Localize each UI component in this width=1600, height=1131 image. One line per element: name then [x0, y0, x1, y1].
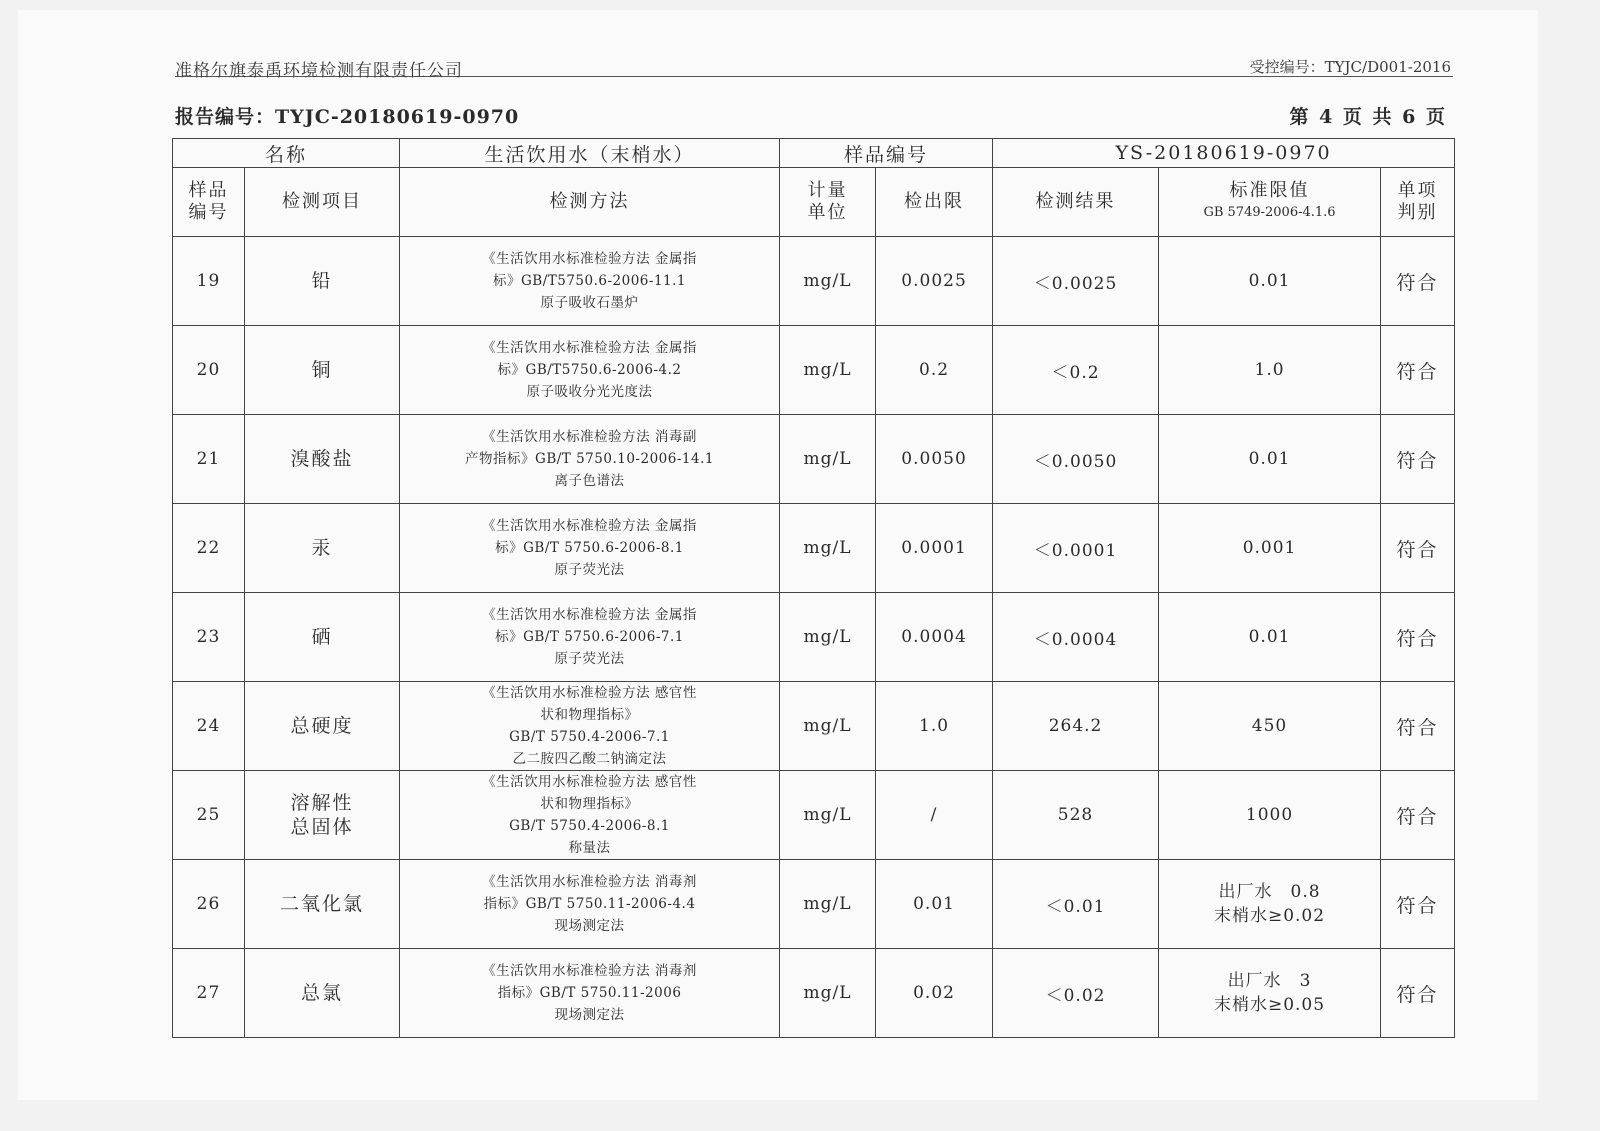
standard-line: 0.001: [1242, 538, 1297, 558]
method-line: 产物指标》GB/T 5750.10-2006-14.1: [465, 451, 714, 467]
item-line: 溶解性: [290, 792, 354, 814]
row-result: 528: [993, 771, 1159, 860]
row-method: [400, 682, 780, 771]
name-value: 生活饮用水（末梢水）: [400, 139, 780, 168]
table-row: [173, 682, 1455, 771]
method-line: GB/T 5750.4-2006-7.1: [509, 729, 670, 745]
col-standard-label: 标准限值: [1229, 180, 1310, 201]
row-detection-limit: 0.0001: [876, 504, 993, 593]
row-result: ＜0.0050: [993, 415, 1159, 504]
col-unit: 计量单位: [780, 168, 876, 237]
standard-line: 450: [1251, 716, 1288, 736]
method-line: 《生活饮用水标准检验方法 金属指: [482, 340, 697, 356]
row-sample-no: 21: [173, 415, 245, 504]
table-row: [173, 771, 1455, 860]
col-result: 检测结果: [993, 168, 1159, 237]
row-sample-no: 23: [173, 593, 245, 682]
row-judgement: 符合: [1381, 771, 1455, 860]
standard-line: 0.01: [1248, 449, 1291, 469]
row-item: 汞: [245, 504, 400, 593]
row-item: [245, 771, 400, 860]
row-result: ＜0.02: [993, 949, 1159, 1038]
standard-line: 出厂水 3: [1227, 971, 1312, 991]
table-row: [173, 593, 1455, 682]
row-item: 铅: [245, 237, 400, 326]
row-standard: [1159, 682, 1381, 771]
row-sample-no: 20: [173, 326, 245, 415]
method-line: 称量法: [568, 840, 611, 856]
row-unit: mg/L: [780, 415, 876, 504]
table-row: [173, 326, 1455, 415]
method-line: 《生活饮用水标准检验方法 消毒剂: [482, 963, 697, 979]
row-result: ＜0.0025: [993, 237, 1159, 326]
row-judgement: 符合: [1381, 326, 1455, 415]
method-line: 《生活饮用水标准检验方法 消毒剂: [482, 874, 697, 890]
row-unit: mg/L: [780, 949, 876, 1038]
standard-line: 0.01: [1248, 271, 1291, 291]
standard-line: 末梢水≥0.05: [1213, 995, 1326, 1015]
results-table: [172, 138, 1455, 1038]
row-item: 硒: [245, 593, 400, 682]
row-item: 铜: [245, 326, 400, 415]
row-unit: mg/L: [780, 860, 876, 949]
method-line: 标》GB/T 5750.6-2006-8.1: [495, 540, 684, 556]
row-result: ＜0.0001: [993, 504, 1159, 593]
standard-line: 1000: [1245, 805, 1294, 825]
row-detection-limit: 0.01: [876, 860, 993, 949]
row-judgement: 符合: [1381, 237, 1455, 326]
row-judgement: 符合: [1381, 504, 1455, 593]
row-sample-no: 26: [173, 860, 245, 949]
col-standard-code: GB 5749-2006-4.1.6: [1203, 205, 1336, 220]
standard-line: 1.0: [1254, 360, 1285, 380]
row-sample-no: 25: [173, 771, 245, 860]
method-line: 原子荧光法: [554, 651, 625, 667]
row-detection-limit: 0.2: [876, 326, 993, 415]
row-sample-no: 27: [173, 949, 245, 1038]
row-sample-no: 19: [173, 237, 245, 326]
col-sample-no: 样品编号: [173, 168, 245, 237]
method-line: 标》GB/T5750.6-2006-4.2: [497, 362, 682, 378]
table-row: [173, 860, 1455, 949]
method-line: 《生活饮用水标准检验方法 感官性: [482, 774, 697, 790]
row-detection-limit: 0.0025: [876, 237, 993, 326]
column-header-row: [173, 168, 1455, 237]
row-method: [400, 949, 780, 1038]
row-method: [400, 593, 780, 682]
standard-line: 末梢水≥0.02: [1213, 906, 1326, 926]
row-result: ＜0.0004: [993, 593, 1159, 682]
row-method: [400, 415, 780, 504]
row-standard: [1159, 504, 1381, 593]
method-line: 《生活饮用水标准检验方法 感官性: [482, 685, 697, 701]
col-detection-limit: 检出限: [876, 168, 993, 237]
table-row: [173, 237, 1455, 326]
report-info: [175, 102, 1447, 128]
row-sample-no: 24: [173, 682, 245, 771]
method-line: 《生活饮用水标准检验方法 金属指: [482, 251, 697, 267]
row-sample-no: 22: [173, 504, 245, 593]
report-number: 报告编号：TYJC-20180619-0970: [175, 106, 520, 128]
method-line: 标》GB/T5750.6-2006-11.1: [492, 273, 687, 289]
method-line: 原子吸收分光光度法: [526, 384, 653, 400]
sample-no-label: 样品编号: [780, 139, 993, 168]
row-standard: [1159, 237, 1381, 326]
row-standard: [1159, 326, 1381, 415]
table-row: [173, 504, 1455, 593]
row-method: [400, 237, 780, 326]
method-line: 乙二胺四乙酸二钠滴定法: [512, 751, 667, 767]
col-item: 检测项目: [245, 168, 400, 237]
row-unit: mg/L: [780, 593, 876, 682]
row-judgement: 符合: [1381, 860, 1455, 949]
row-method: [400, 860, 780, 949]
row-detection-limit: 0.0004: [876, 593, 993, 682]
method-line: 指标》GB/T 5750.11-2006: [497, 985, 682, 1001]
method-line: 原子吸收石墨炉: [540, 295, 639, 311]
row-standard: [1159, 593, 1381, 682]
row-judgement: 符合: [1381, 949, 1455, 1038]
row-unit: mg/L: [780, 504, 876, 593]
row-result: ＜0.2: [993, 326, 1159, 415]
row-method: [400, 504, 780, 593]
company-name: 准格尔旗泰禹环境检测有限责任公司: [175, 61, 463, 81]
row-method: [400, 326, 780, 415]
method-line: 离子色谱法: [554, 473, 625, 489]
name-label: 名称: [173, 139, 400, 168]
row-standard: [1159, 860, 1381, 949]
item-line: 总固体: [290, 816, 354, 838]
row-detection-limit: 1.0: [876, 682, 993, 771]
sample-no-value: YS-20180619-0970: [993, 139, 1455, 168]
row-item: 二氧化氯: [245, 860, 400, 949]
row-detection-limit: 0.02: [876, 949, 993, 1038]
row-detection-limit: 0.0050: [876, 415, 993, 504]
method-line: 状和物理指标》: [540, 796, 639, 812]
row-item: 总氯: [245, 949, 400, 1038]
row-standard: [1159, 949, 1381, 1038]
row-judgement: 符合: [1381, 593, 1455, 682]
method-line: GB/T 5750.4-2006-8.1: [509, 818, 670, 834]
row-standard: [1159, 415, 1381, 504]
row-detection-limit: /: [876, 771, 993, 860]
method-line: 原子荧光法: [554, 562, 625, 578]
method-line: 指标》GB/T 5750.11-2006-4.4: [483, 896, 696, 912]
sample-info-row: [173, 139, 1455, 168]
row-judgement: 符合: [1381, 682, 1455, 771]
table-row: [173, 415, 1455, 504]
page-indicator: 第 4 页 共 6 页: [1289, 106, 1447, 128]
standard-line: 出厂水 0.8: [1218, 882, 1321, 902]
method-line: 《生活饮用水标准检验方法 金属指: [482, 607, 697, 623]
row-item: 总硬度: [245, 682, 400, 771]
row-standard: [1159, 771, 1381, 860]
method-line: 现场测定法: [554, 1007, 625, 1023]
row-result: ＜0.01: [993, 860, 1159, 949]
col-standard: [1159, 168, 1381, 237]
page-header: [175, 54, 1453, 81]
row-unit: mg/L: [780, 771, 876, 860]
method-line: 《生活饮用水标准检验方法 金属指: [482, 518, 697, 534]
standard-line: 0.01: [1248, 627, 1291, 647]
method-line: 状和物理指标》: [540, 707, 639, 723]
col-judgement: 单项判别: [1381, 168, 1455, 237]
method-line: 标》GB/T 5750.6-2006-7.1: [495, 629, 684, 645]
row-item: 溴酸盐: [245, 415, 400, 504]
row-unit: mg/L: [780, 237, 876, 326]
method-line: 《生活饮用水标准检验方法 消毒副: [482, 429, 697, 445]
row-method: [400, 771, 780, 860]
col-method: 检测方法: [400, 168, 780, 237]
table-row: [173, 949, 1455, 1038]
method-line: 现场测定法: [554, 918, 625, 934]
row-unit: mg/L: [780, 682, 876, 771]
control-number: 受控编号：TYJC/D001-2016: [1249, 58, 1451, 76]
row-judgement: 符合: [1381, 415, 1455, 504]
row-result: 264.2: [993, 682, 1159, 771]
row-unit: mg/L: [780, 326, 876, 415]
